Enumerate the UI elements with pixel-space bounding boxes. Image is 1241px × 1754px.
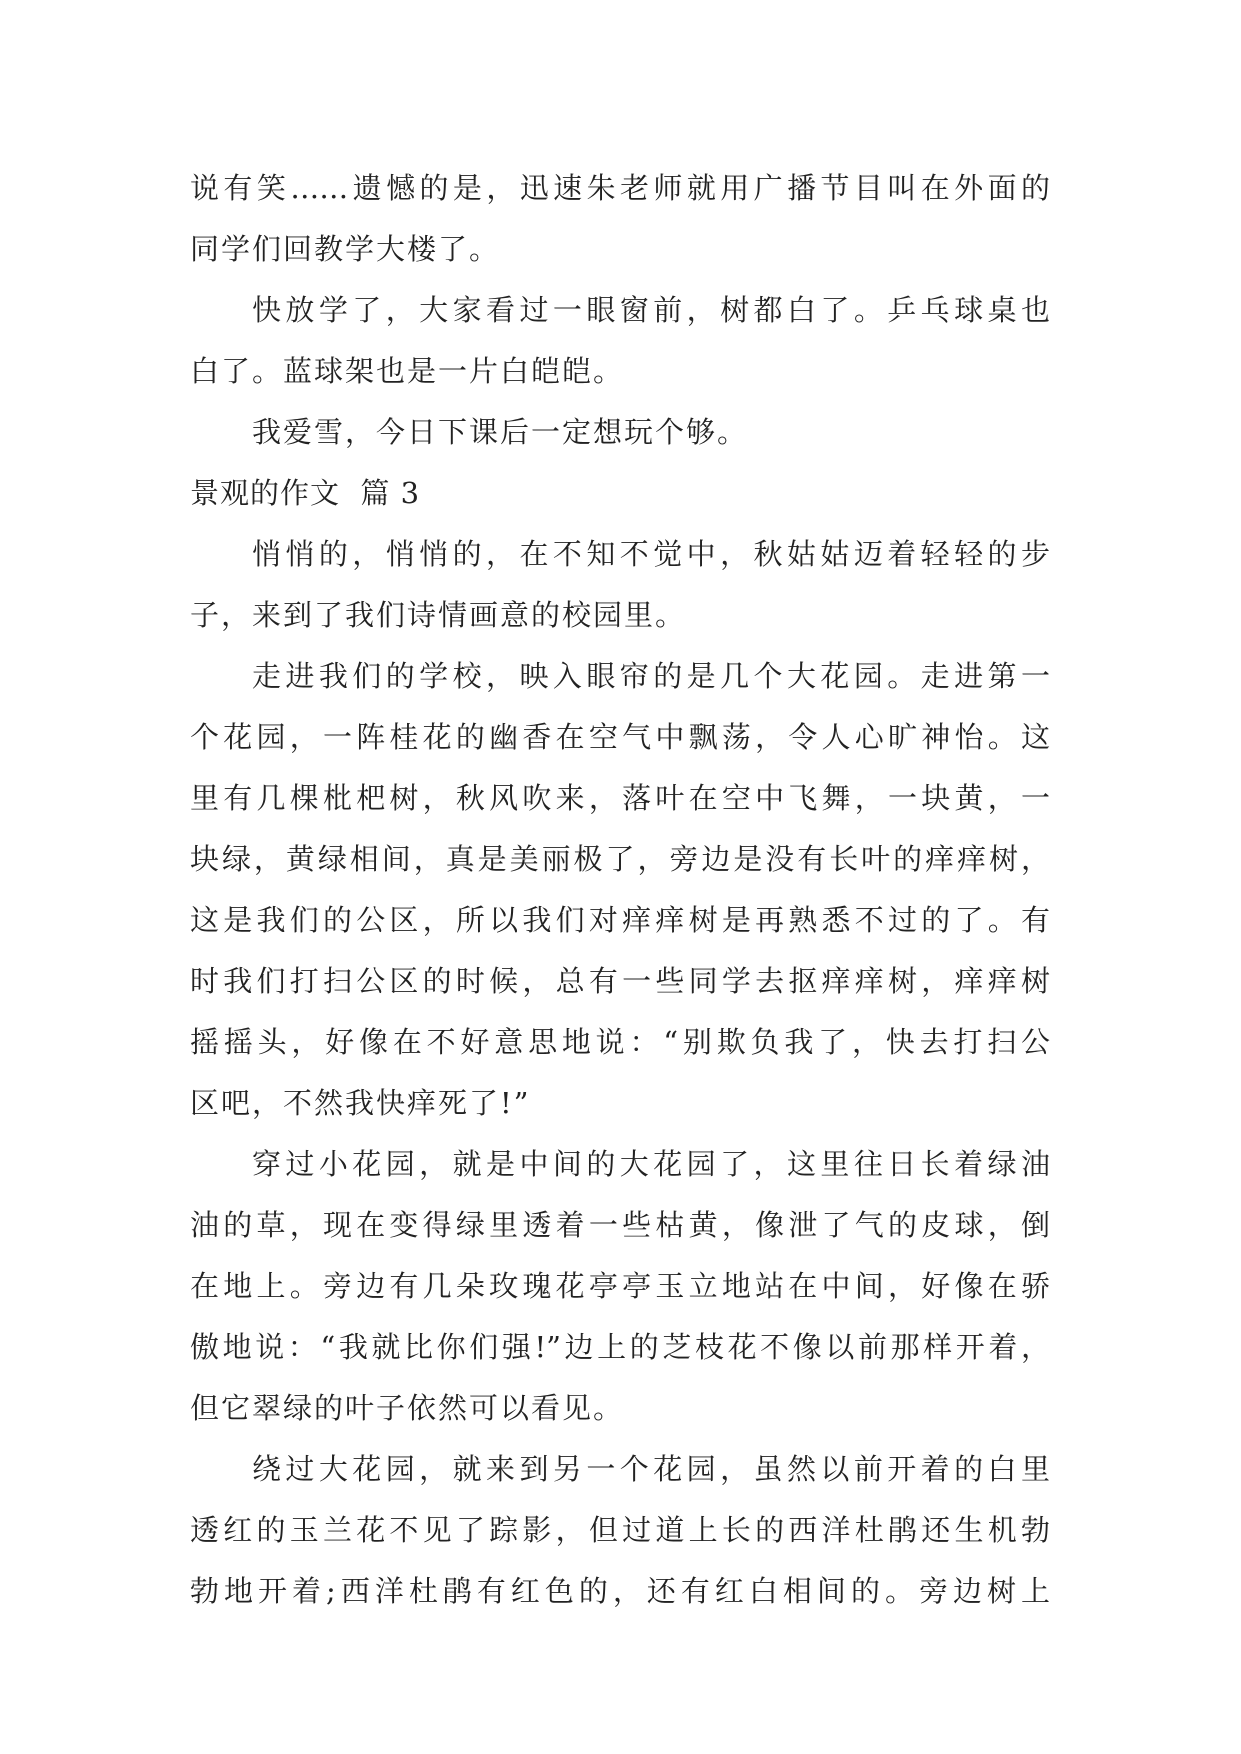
section-heading: 景观的作文 篇 3: [190, 476, 421, 510]
text-line: 时我们打扫公区的时候，总有一些同学去抠痒痒树，痒痒树: [190, 964, 1050, 998]
text-line: 同学们回教学大楼了。: [190, 232, 501, 266]
text-line: 区吧，不然我快痒死了!”: [190, 1086, 531, 1120]
paragraph-first-line: 我爱雪，今日下课后一定想玩个够。: [252, 415, 749, 449]
paragraph-first-line: 走进我们的学校，映入眼帘的是几个大花园。走进第一: [252, 659, 1050, 693]
paragraph-first-line: 绕过大花园，就来到另一个花园，虽然以前开着的白里: [252, 1452, 1050, 1486]
document-body: [190, 158, 1050, 1622]
text-line: 里有几棵枇杷树，秋风吹来，落叶在空中飞舞，一块黄，一: [190, 781, 1050, 815]
text-line: 勃地开着;西洋杜鹃有红色的，还有红白相间的。旁边树上: [190, 1574, 1050, 1608]
paragraph-first-line: 穿过小花园，就是中间的大花园了，这里往日长着绿油: [252, 1147, 1050, 1181]
text-line: 在地上。旁边有几朵玫瑰花亭亭玉立地站在中间，好像在骄: [190, 1269, 1050, 1303]
text-line: 块绿，黄绿相间，真是美丽极了，旁边是没有长叶的痒痒树，: [190, 842, 1050, 876]
text-line: 傲地说：“我就比你们强!”边上的芝枝花不像以前那样开着，: [190, 1330, 1050, 1364]
text-line: 个花园，一阵桂花的幽香在空气中飘荡，令人心旷神怡。这: [190, 720, 1050, 754]
text-line: 这是我们的公区，所以我们对痒痒树是再熟悉不过的了。有: [190, 903, 1050, 937]
paragraph-first-line: 快放学了，大家看过一眼窗前，树都白了。乒乓球桌也: [252, 293, 1050, 327]
text-line: 摇摇头，好像在不好意思地说：“别欺负我了，快去打扫公: [190, 1025, 1050, 1059]
text-line: 子，来到了我们诗情画意的校园里。: [190, 598, 687, 632]
text-line: 透红的玉兰花不见了踪影，但过道上长的西洋杜鹃还生机勃: [190, 1513, 1050, 1547]
paragraph-first-line: 悄悄的，悄悄的，在不知不觉中，秋姑姑迈着轻轻的步: [252, 537, 1050, 571]
text-line: 白了。蓝球架也是一片白皑皑。: [190, 354, 625, 388]
text-line: 说有笑……遗憾的是，迅速朱老师就用广播节目叫在外面的: [190, 171, 1050, 205]
text-line: 油的草，现在变得绿里透着一些枯黄，像泄了气的皮球，倒: [190, 1208, 1050, 1242]
text-line: 但它翠绿的叶子依然可以看见。: [190, 1391, 625, 1425]
